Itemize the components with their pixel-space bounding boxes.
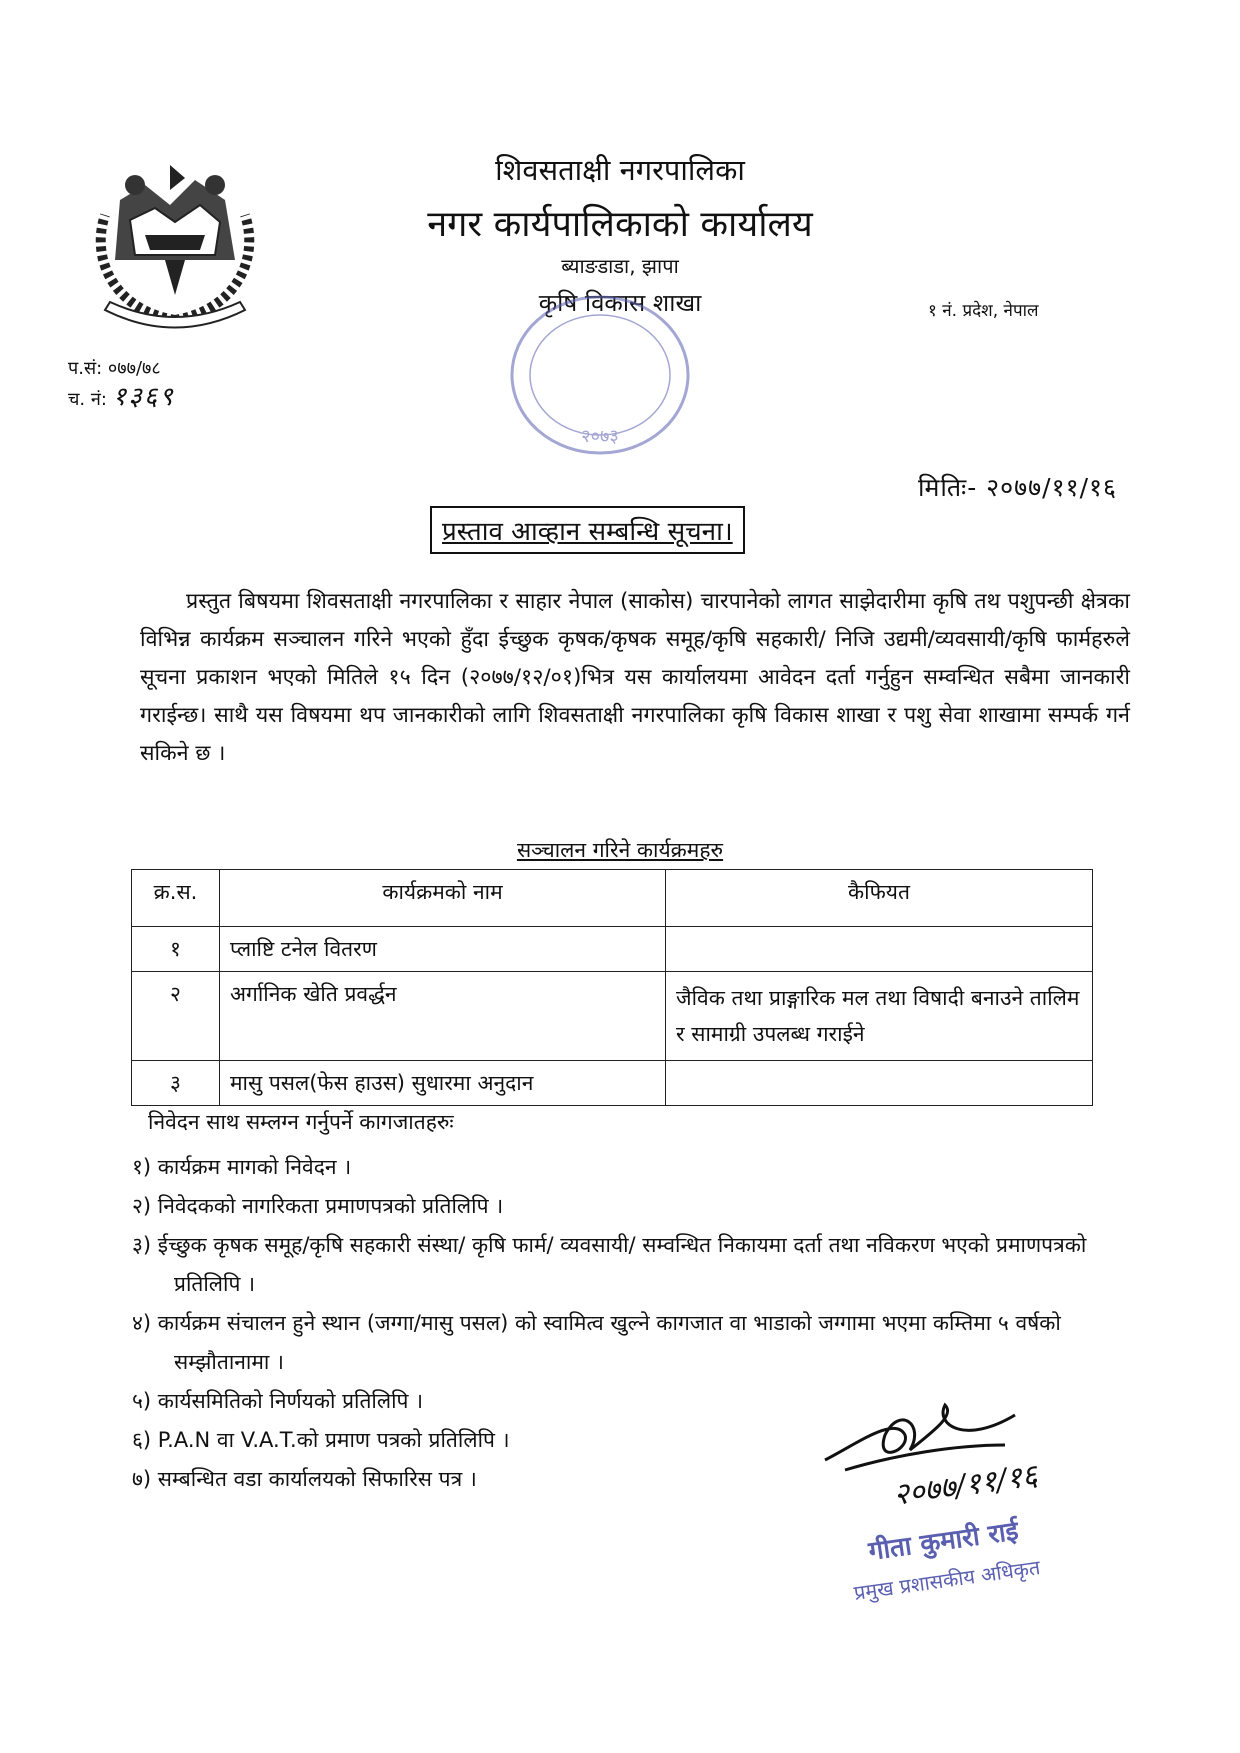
row-remark [666, 927, 1093, 972]
notice-body: प्रस्तुत बिषयमा शिवसताक्षी नगरपालिका र साहार नेपाल (साकोस) चारपानेको लागत साझेदारीमा कृषि तथ पशुपन्छी क्षेत्रका विभिन्न कार्यक्रम सञ्चालन गरिने भएको हुँदा ईच्छुक कृषक/कृषक समूह/कृषि सहकारी/ निजि उद्यमी/व्यवसायी/कृषि फार्महरुले सूचना प्रकाशन भएको मितिले १५ दिन (२०७७/१२/०१)भित्र यस कार्यालयमा आवेदन दर्ता गर्नुहुन सम्वन्धित सबैमा जानकारी गराईन्छ। साथै यस विषयमा थप जानकारीको लागि शिवसताक्षी नगरपालिका कृषि विकास शाखा र पशु सेवा शाखामा सम्पर्क गर्न सकिने छ । [140, 589, 1130, 766]
stamp-year: २०७३ [581, 426, 619, 447]
chn-value: १३६९ [112, 382, 175, 412]
table-row [132, 972, 1093, 1061]
reference-block [68, 355, 175, 414]
row-name: प्लाष्टि टनेल वितरण [220, 927, 666, 972]
chn-number [68, 383, 175, 414]
list-item: ५) कार्यसमितिको निर्णयको प्रतिलिपि । [132, 1389, 424, 1413]
office-stamp [505, 290, 695, 460]
notice-date: मितिः- २०७७/११/१६ [918, 473, 1118, 502]
list-item: २) निवेदकको नागरिकता प्रमाणपत्रको प्रतिलिपि । [132, 1194, 504, 1218]
office-address: ब्याङडाडा, झापा [561, 254, 679, 278]
notice-title: प्रस्ताव आव्हान सम्बन्धि सूचना। [430, 506, 745, 554]
table-title: सञ्चालन गरिने कार्यक्रमहरु [516, 838, 724, 862]
col-header-sn: क्र.स. [132, 870, 220, 927]
table-header-row [132, 870, 1093, 927]
list-item: १) कार्यक्रम मागको निवेदन । [132, 1155, 352, 1179]
row-remark: जैविक तथा प्राङ्गारिक मल तथा विषादी बनाउने तालिम र सामाग्री उपलब्ध गराईने [666, 972, 1093, 1061]
chn-label: च. नं: [68, 389, 107, 410]
table-row [132, 1061, 1093, 1106]
row-remark [666, 1061, 1093, 1106]
row-name: अर्गानिक खेति प्रवर्द्धन [220, 972, 666, 1061]
office-title: नगर कार्यपालिकाको कार्यालय [427, 204, 813, 245]
row-sn: १ [132, 927, 220, 972]
table-row [132, 927, 1093, 972]
list-item: ७) सम्बन्धित वडा कार्यालयको सिफारिस पत्र । [132, 1467, 477, 1491]
list-item: ४) कार्यक्रम संचालन हुने स्थान (जग्गा/मासु पसल) को स्वामित्व खुल्ने कागजात वा भाडाको जग्गामा भएमा कम्तिमा ५ वर्षको सम्झौतानामा । [132, 1311, 1061, 1374]
signature-block [815, 1375, 1145, 1605]
col-header-remark: कैफियत [666, 870, 1093, 927]
row-name: मासु पसल(फेस हाउस) सुधारमा अनुदान [220, 1061, 666, 1106]
programs-table [131, 869, 1093, 1106]
row-sn: ३ [132, 1061, 220, 1106]
list-item: ६) P.A.N वा V.A.T.को प्रमाण पत्रको प्रतिलिपि । [132, 1428, 510, 1452]
office-branch: कृषि विकास शाखा [538, 289, 702, 317]
row-sn: २ [132, 972, 220, 1061]
handwritten-signature [825, 1405, 1015, 1470]
signatory-name: गीता कुमारी राई [866, 1516, 1021, 1567]
ps-number: प.सं: ०७७/७८ [68, 358, 161, 379]
signature-date: २०७७/११/१६ [891, 1458, 1040, 1513]
list-item: ३) ईच्छुक कृषक समूह/कृषि सहकारी संस्था/ कृषि फार्म/ व्यवसायी/ सम्वन्धित निकायमा दर्ता तथा नविकरण भएको प्रमाणपत्रको प्रतिलिपि । [132, 1233, 1087, 1296]
office-name: शिवसताक्षी नगरपालिका [495, 153, 745, 187]
col-header-name: कार्यक्रमको नाम [220, 870, 666, 927]
signatory-designation: प्रमुख प्रशासकीय अधिकृत [852, 1555, 1042, 1605]
province-label: १ नं. प्रदेश, नेपाल [928, 301, 1039, 321]
documents-heading: निवेदन साथ सम्लग्न गर्नुपर्ने कागजातहरुः [148, 1110, 454, 1134]
